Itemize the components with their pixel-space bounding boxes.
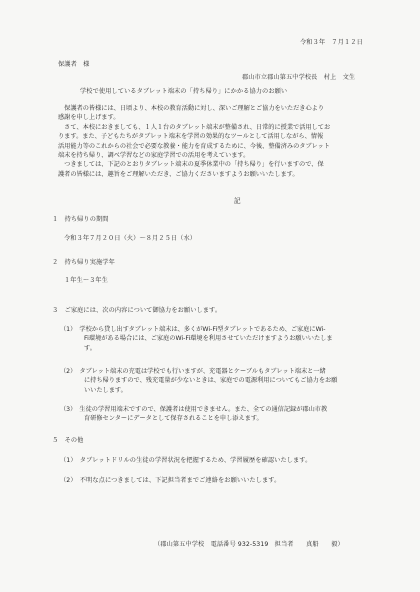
section1-body: 令和３年７月２０日（火）～８月２５日（水） — [64, 235, 197, 242]
item1-line: す。 — [84, 344, 96, 352]
item3-line: 育研修センターにデータとして保存されることを申し添えます。 — [84, 415, 263, 423]
letter-subject: 学校で使用しているタブレット端末の「持ち帰り」にかかる協力のお願い — [80, 88, 288, 95]
item2-line: いいたします。 — [84, 386, 127, 394]
intro-line: 活用能力等のこれからの社会で必要な教養・能力を育成するために、今後、整備済みのタブレット — [58, 142, 330, 150]
section3-title: ３ ご家庭には、次の内容について御協力をお願いします。 — [52, 307, 222, 314]
section1-title: １ 持ち帰りの期間 — [52, 216, 109, 223]
item2-paragraph — [60, 367, 337, 395]
sender: 郡山市立郡山第五中学校長 村上 文生 — [242, 74, 356, 81]
section2-title: ２ 持ち帰り実施学年 — [52, 259, 115, 266]
item1-line: Fi環境がある場合には、ご家庭のWi-Fi環境を利用させていただけますようお願いいたしま — [84, 335, 333, 343]
section5-title: ５ その他 — [52, 437, 84, 444]
item1-line: （1） 学校から貸し出すタブレット端末は、多くがWi-Fi型タブレットであるため、ご家庭にWi- — [60, 326, 326, 333]
intro-line: ります。また、子どもたちがタブレット端末を学習の効果的なツールとして活用しながら、情報 — [58, 133, 324, 141]
item1-paragraph — [60, 325, 333, 353]
intro-line: つきましては、下記のとおりタブレット端末の夏季休業中の「持ち帰り」を行いますので、保 — [58, 161, 324, 169]
item2-line: に持ち帰りますので、残充電量が少ないときは、家庭での電源利用についてもご協力をお願 — [84, 377, 338, 385]
intro-line: 端末を持ち帰り、調べ学習などの家庭学習での活用を考えています。 — [58, 152, 250, 160]
addressee: 保護者 様 — [58, 61, 90, 68]
item3-line: （3） 生徒の学習用端末ですので、保護者は使用できません。また、全ての通信記録が郡山市教 — [60, 406, 328, 413]
contact-info: （郡山第五中学校 電話番号 932-5319 担当者 真船 毅） — [154, 541, 344, 548]
other-item-1: （1） タブレットドリルの生徒の学習状況を把握するため、学習履歴を確認いたします。 — [60, 457, 312, 464]
intro-line: 感謝を申し上げます。 — [58, 114, 120, 122]
item3-paragraph — [60, 405, 327, 424]
other-item-2: （2） 不明な点につきましては、下記担当者までご連絡をお願いいたします。 — [60, 477, 281, 484]
intro-line: さて、本校におきましても、１人１台のタブレット端末が整備され、日常的に授業で活用してお — [58, 123, 331, 131]
intro-paragraph — [58, 104, 330, 179]
section2-body: １年生～３年生 — [64, 277, 109, 284]
ki-heading: 記 — [234, 197, 241, 205]
letter-date: 令和３年 ７月１２日 — [300, 39, 363, 46]
intro-line: 保護者の皆様には、日頃より、本校の教育活動に対し、深いご理解とご協力をいただき心より — [58, 105, 325, 112]
item2-line: （2） タブレット端末の充電は学校でも行いますが、充電器とケーブルもタブレット端末と一緒 — [60, 368, 326, 375]
intro-line: 護者の皆様には、趣旨をご理解いただき、ご協力くださいますようお願いいたします。 — [58, 170, 299, 178]
